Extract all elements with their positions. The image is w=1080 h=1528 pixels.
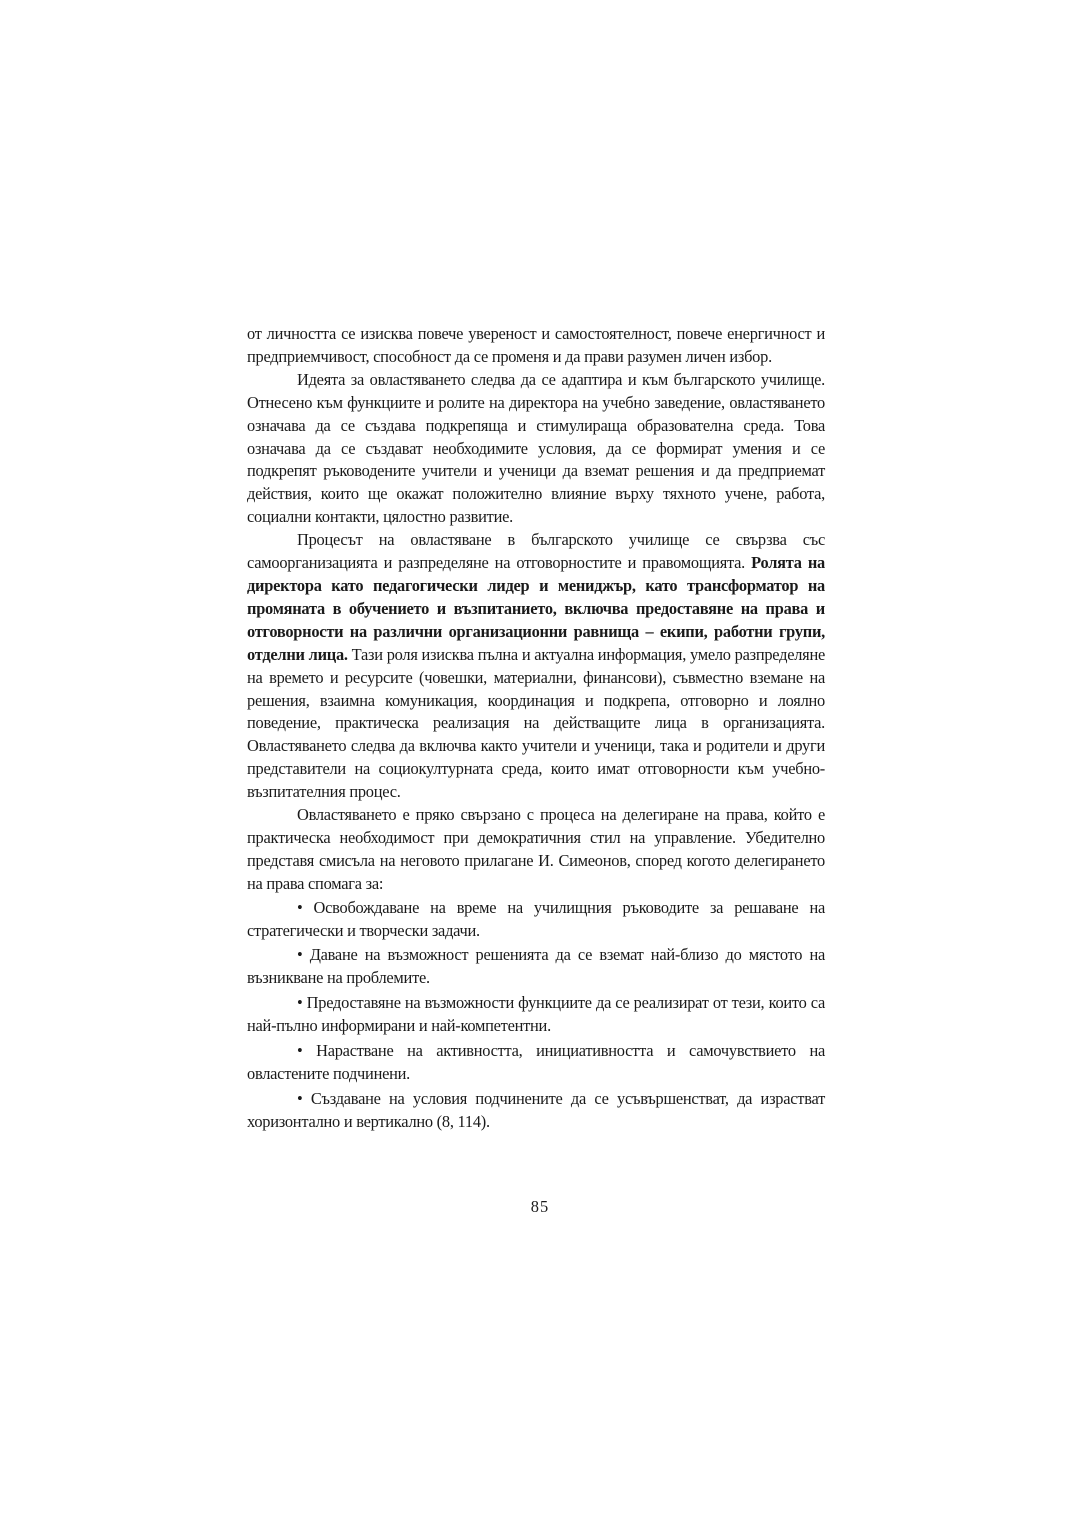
- paragraph-4: Овластяването е пряко свързано с процеса на делегиране на права, който е практическа необходимост при демократичния стил на управление. Убедително представя смисъла на неговото прилагане И. Симеонов, според когото делегирането на права спомага за:: [247, 805, 825, 893]
- bullet-item: • Даване на възможност решенията да се вземат най-близо до мястото на възникване на проблемите.: [247, 945, 825, 988]
- paragraph-2: Идеята за овластяването следва да се адаптира и към българското училище. Отнесено към функциите и ролите на директора на учебно заведение, овластяването означава да се създава подкрепяща и стимулираща образователна среда. Това означава да се създават необходимите условия, да се формират умения и се подкрепят ръководените учители и ученици да вземат решения и да предприемат действия, които ще окажат положително влияние върху тяхното учене, работа, социални контакти, цялостно развитие.: [247, 369, 825, 527]
- paragraph-3-rest: Тази роля изисква пълна и актуална информация, умело разпределяне на времето и ресурсите (човешки, материални, финансови), съвместно вземане на решения, взаимна комуникация, координация и подкрепа, отговорно и лоялно поведение, практическа реализация на действащите лица в организацията. Овластяването следва да включва както учители и ученици, така и родители и други представители на социокултурната среда, които имат отговорности към учебно-възпитателния процес.: [247, 644, 825, 802]
- paragraph-3: [247, 529, 825, 804]
- paragraph-1: от личността се изисква повече увереност и самостоятелност, повече енергичност и предприемчивост, способност да се променя и да прави разумен личен избор.: [247, 324, 825, 366]
- bullet-item: • Предоставяне на възможности функциите да се реализират от тези, които са най-пълно информирани и най-компетентни.: [247, 993, 825, 1036]
- paragraph-3-bold-statement: Ролята на директора като педагогически лидер и мениджър, като трансформатор на промяната в обучението и възпитанието, включва предоставяне на права и отговорности на различни организационни равнища – екипи, работни групи, отделни лица.: [247, 553, 825, 664]
- bullet-item: • Освобождаване на време на училищния ръководите за решаване на стратегически и творчески задачи.: [247, 897, 825, 940]
- paragraph-3-intro: Процесът на овластяване в българското училище се свързва със самоорганизацията и разпределяне на отговорностите и правомощията.: [247, 530, 825, 573]
- bullet-item: • Нарастване на активността, инициативността и самочувствието на овластените подчинени.: [247, 1041, 825, 1083]
- page-number: 85: [530, 1197, 550, 1216]
- bullet-item: • Създаване на условия подчинените да се усъвършенстват, да израстват хоризонтално и вертикално (8, 114).: [247, 1088, 825, 1131]
- body-text: [247, 323, 825, 1134]
